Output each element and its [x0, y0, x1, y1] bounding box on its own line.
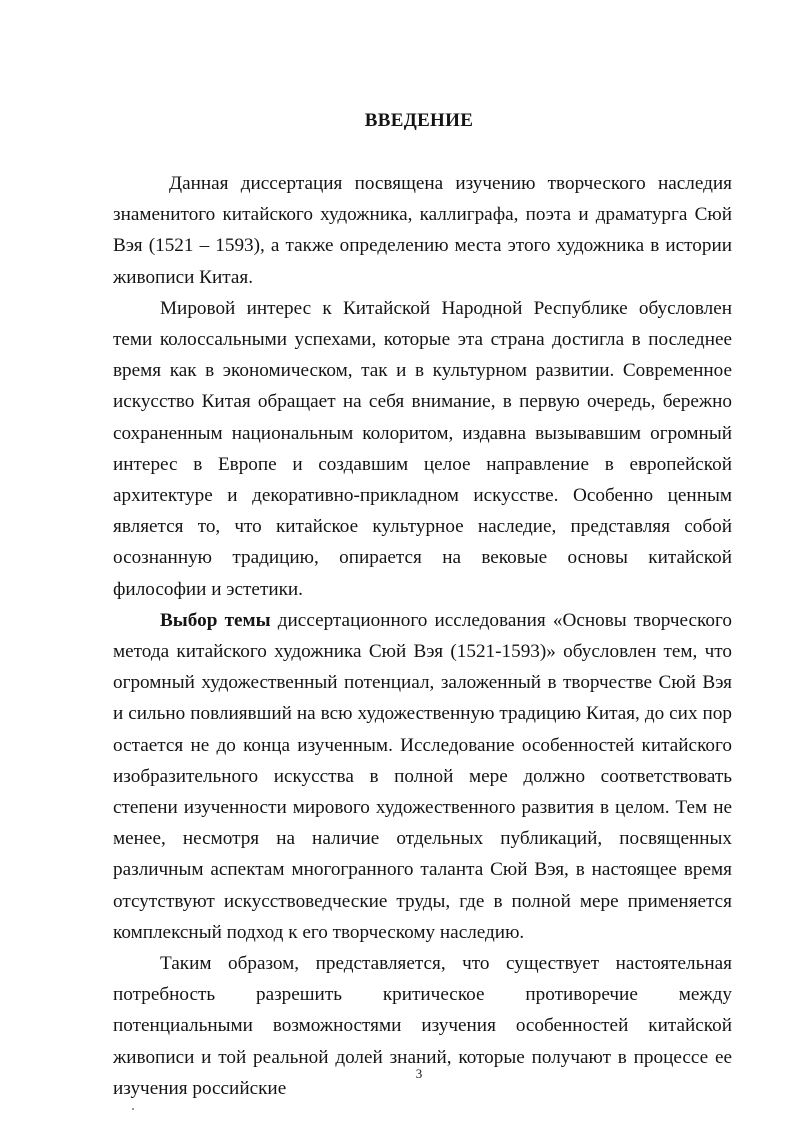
page-title: ВВЕДЕНИЕ [364, 110, 474, 131]
paragraph-2: Мировой интерес к Китайской Народной Республике обусловлен теми колоссальными успехами, которые эта страна достигла в последнее время как в экономическом, так и в культурном развитии. Современное искусство Китая обращает на себя внимание, в первую очередь, бережно сохраненным национальным колоритом, издавна вызывавшим огромный интерес в Европе и создавшим целое направление в европейской архитектуре и декоративно-прикладном искусстве. Особенно ценным является то, что китайское культурное наследие, представляя собой осознанную традицию, опирается на вековые основы китайской философии и эстетики. [113, 297, 732, 600]
paragraph-3 [113, 605, 732, 948]
paragraph-3-text: диссертационного исследования «Основы творческого метода китайского художника Сюй Вэя (1521-1593)» обусловлен тем, что огромный художественный потенциал, заложенный в творчестве Сюй Вэя и сильно повлиявший на всю художественную традицию Китая, до сих пор остается не до конца изученным. Исследование особенностей китайского изобразительного искусства в полной мере должно соответствовать степени изученности мирового художественного развития в целом. Тем не менее, несмотря на наличие отдельных публикаций, посвященных различным аспектам многогранного таланта Сюй Вэя, в настоящее время отсутствуют искусствоведческие труды, где в полной мере применяется комплексный подход к его творческому наследию. [113, 609, 732, 943]
page-number: 3 [415, 1066, 423, 1081]
body-text [113, 168, 732, 1104]
paragraph-4: Таким образом, представляется, что существует настоятельная потребность разрешить критическое противоречие между потенциальными возможностями изучения особенностей китайской живописи и той реальной долей знаний, которые получают в процессе ее изучения российские [113, 953, 732, 1099]
topic-choice-heading: Выбор темы [160, 609, 271, 631]
scan-speck [132, 1108, 134, 1110]
paragraph-1: Данная диссертация посвящена изучению творческого наследия знаменитого китайского художника, каллиграфа, поэта и драматурга Сюй Вэя (1521 – 1593), а также определению места этого художника в истории живописи Китая. [113, 173, 732, 288]
